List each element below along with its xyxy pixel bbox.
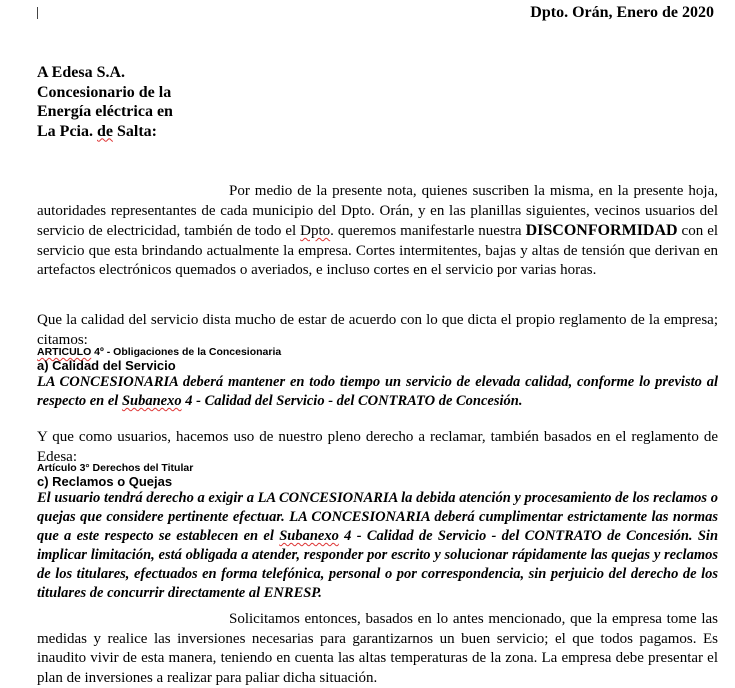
recipient-block [37,63,173,141]
spellcheck-word[interactable]: Subanexo [279,528,339,544]
article-quote: El usuario tendrá derecho a exigir a LA CONCESIONARIA la debida atención y procesamiento de los reclamos o quejas que considere pertinente efectuar. LA CONCESIONARIA deberá cumplimentar estrictamente las normas que a este respecto se establecen en el Subanexo 4 - Calidad de Servicio - del CONTRATO de Concesión. Sin implicar limitación, está obligada a atender, responder por escrito y solucionar rápidamente las quejas y reclamos de los titulares, efectuados en forma telefónica, personal o por correspondencia, sin perjuicio del derecho de los titulares de concurrir directamente al ENRESP. [37,490,719,601]
article-subheading: c) Reclamos o Quejas [37,474,173,489]
paragraph-intro: Por medio de la presente nota, quienes suscriben la misma, en la presente hoja, autoridades representantes de cada municipio del Dpto. Orán, y en las planillas siguientes, vecinos usuarios del servicio de electricidad, también de todo el Dpto. queremos manifestarle nuestra DISCONFORMIDAD con el servicio que esta brindando actualmente la empresa. Cortes intermitentes, bajas y altas de tensión que derivan en artefactos electrónicos quemados o averiados, e incluso cortes en el servicio por varias horas. [37,183,719,278]
article-heading: ARTICULO 4º - Obligaciones de la Concesionaria [37,346,282,358]
article-quote: LA CONCESIONARIA deberá mantener en todo tiempo un servicio de elevada calidad, conforme lo previsto al respecto en el Subanexo 4 - Calidad del Servicio - del CONTRATO de Concesión. [37,374,718,409]
emphasis-word: DISCONFORMIDAD [525,222,678,239]
text-cursor-marker [37,7,38,19]
recipient-line-1: A Edesa S.A. [37,64,126,81]
spellcheck-word[interactable]: Subanexo [121,393,182,409]
paragraph-quality: Que la calidad del servicio dista mucho de estar de acuerdo con lo que dicta el propio reglamento de la empresa; citamos: [37,312,718,348]
article-heading: Artículo 3° Derechos del Titular [37,462,194,474]
recipient-line-3: Energía eléctrica en [37,103,173,120]
article-block-2 [37,462,718,603]
spellcheck-word[interactable]: ARTICULO [37,346,92,358]
spellcheck-word[interactable]: Dpto [300,223,331,239]
article-block-1 [37,346,718,411]
article-subheading: a) Calidad del Servicio [37,358,176,373]
paragraph-request: Solicitamos entonces, basados en lo antes mencionado, que la empresa tome las medidas y realice las inversiones necesarias para garantizarnos un buen servicio; el que todos pagamos. Es inaudito vivir de esta manera, teniendo en cuenta las altas temperaturas de la zona. La empresa debe presentar el plan de inversiones a realizar para paliar dicha situación. [37,611,718,686]
date-line: Dpto. Orán, Enero de 2020 [530,4,714,21]
recipient-line-4-pre: La Pcia. [37,122,97,140]
spellcheck-word[interactable]: de [97,122,113,140]
paragraph-rights: Y que como usuarios, hacemos uso de nuestro pleno derecho a reclamar, también basados en el reglamento de Edesa: [37,429,718,465]
recipient-line-4-post: Salta: [113,122,157,140]
recipient-line-4 [37,122,173,142]
recipient-line-2: Concesionario de la [37,83,172,101]
